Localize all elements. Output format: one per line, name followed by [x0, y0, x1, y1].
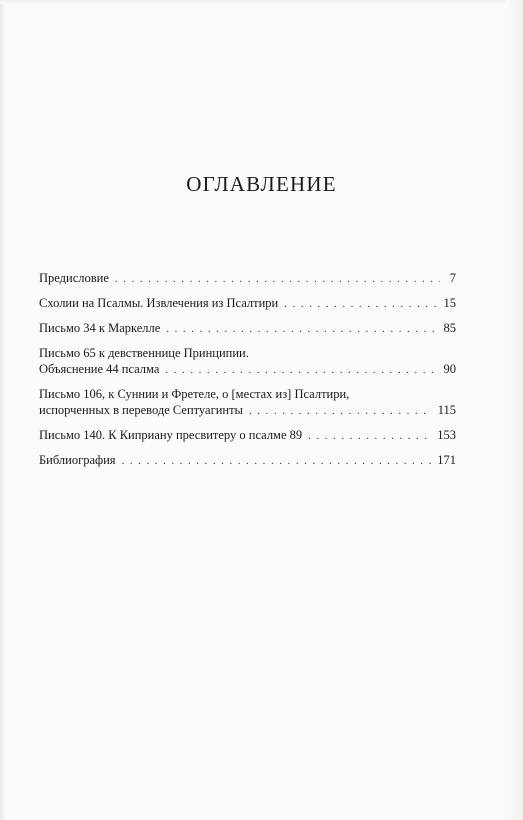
- toc-page-number: 115: [437, 403, 456, 417]
- toc-page-number: 90: [443, 362, 456, 376]
- leader-dots: [165, 362, 437, 378]
- toc-entry: [39, 270, 456, 286]
- leader-dots: [122, 453, 432, 469]
- toc-entry: [39, 386, 456, 418]
- leader-dots: [308, 428, 431, 444]
- toc-entry-title-line: испорченных в переводе Септуагинты: [39, 403, 243, 417]
- leader-dots: [166, 321, 437, 337]
- toc-entry-title: Библиография: [39, 453, 116, 467]
- page-title: ОГЛАВЛЕНИЕ: [186, 172, 337, 196]
- toc-page-number: 85: [443, 321, 456, 335]
- toc-entry-title: Письмо 34 к Маркелле: [39, 321, 161, 335]
- leader-dots: [115, 271, 440, 287]
- toc-entry: [39, 320, 456, 336]
- toc-entry-title: Предисловие: [39, 271, 109, 285]
- toc-page-number: 171: [437, 453, 456, 467]
- toc-entry-title-line: Письмо 65 к девственнице Принципии.: [39, 346, 249, 360]
- page-left-edge: [0, 0, 6, 820]
- toc-page-number: 7: [449, 271, 456, 285]
- toc-entry-title-line: Объяснение 44 псалма: [39, 362, 160, 376]
- table-of-contents: [39, 270, 456, 476]
- leader-dots: [284, 296, 437, 312]
- toc-page-number: 15: [443, 296, 456, 310]
- leader-dots: [249, 403, 432, 419]
- page-top-edge: [0, 0, 523, 4]
- toc-entry-title-line: Письмо 106, к Суннии и Фретеле, о [местах из] Псалтири,: [39, 387, 350, 401]
- toc-entry: [39, 427, 456, 443]
- toc-entry-title: Схолии на Псалмы. Извлечения из Псалтири: [39, 296, 279, 310]
- toc-entry-title: Письмо 140. К Киприану пресвитеру о псалме 89: [39, 428, 303, 442]
- toc-entry: [39, 295, 456, 311]
- toc-entry: [39, 345, 456, 377]
- toc-page-number: 153: [437, 428, 456, 442]
- toc-entry: [39, 452, 456, 468]
- page-right-edge: [505, 0, 523, 820]
